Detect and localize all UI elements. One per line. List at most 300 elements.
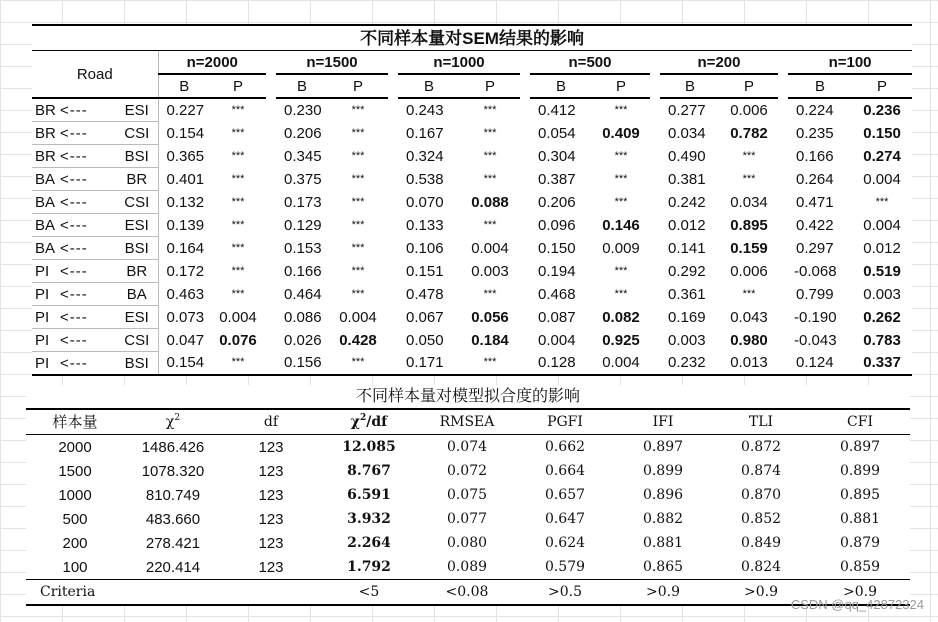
coef-b: 0.154 [158, 352, 210, 376]
coef-b: 0.156 [276, 352, 328, 376]
p-value: *** [351, 287, 365, 300]
path-arrow: <--- [60, 283, 116, 306]
criteria-empty [222, 580, 320, 606]
col-header-b: B [398, 74, 460, 98]
p-value: 0.004 [339, 308, 377, 326]
group-spacer [388, 168, 398, 191]
p-value: *** [351, 218, 365, 231]
group-spacer [266, 306, 276, 329]
cell-rmsea: 0.075 [418, 483, 516, 507]
p-value: *** [231, 287, 245, 300]
p-value: *** [614, 103, 628, 116]
cell-n: 200 [26, 531, 124, 555]
col-header-p: P [852, 74, 912, 98]
coef-b: 0.361 [668, 285, 706, 303]
p-value: *** [231, 103, 245, 116]
group-spacer [650, 98, 660, 122]
table1-title: 不同样本量对SEM结果的影响 [32, 25, 912, 51]
table-row [26, 459, 910, 483]
cell-tli: 0.874 [712, 459, 810, 483]
group-spacer [520, 329, 530, 352]
cell-ifi: 0.882 [614, 507, 712, 531]
group-spacer [520, 260, 530, 283]
p-value: *** [614, 264, 628, 277]
table-row [32, 191, 912, 214]
coef-b: 0.087 [538, 308, 576, 326]
p-value: *** [351, 195, 365, 208]
group-spacer [520, 306, 530, 329]
coef-b: 0.304 [538, 147, 576, 165]
group-spacer [266, 237, 276, 260]
header-rmsea: RMSEA [418, 409, 516, 435]
coef-b: 0.169 [668, 308, 706, 326]
coef-b: 0.133 [406, 216, 444, 234]
path-arrow: <--- [60, 306, 116, 329]
group-spacer [388, 306, 398, 329]
cell-ifi: 0.865 [614, 555, 712, 580]
group-spacer [778, 168, 788, 191]
group-spacer [650, 51, 660, 99]
group-spacer [266, 214, 276, 237]
header-sample-size: 样本量 [26, 409, 124, 435]
coef-b: 0.375 [284, 170, 322, 188]
p-value: 0.146 [602, 216, 640, 234]
p-value: 0.004 [219, 308, 257, 326]
coef-b: -0.190 [794, 308, 837, 326]
criteria-pgfi: >0.5 [516, 580, 614, 606]
table-row [32, 122, 912, 145]
p-value: 0.076 [219, 331, 257, 349]
cell-pgfi: 0.624 [516, 531, 614, 555]
path-predictor: CSI [116, 122, 158, 145]
group-spacer [388, 283, 398, 306]
header-chi-df: $\chi^2/df$ [320, 409, 418, 435]
p-value: 0.004 [863, 170, 901, 188]
table-row [26, 435, 910, 460]
group-spacer [520, 51, 530, 99]
col-header-p: P [328, 74, 388, 98]
cell-cfi: 0.881 [810, 507, 910, 531]
coef-b: 0.106 [406, 239, 444, 257]
model-fit-table [26, 385, 910, 606]
cell-n: 100 [26, 555, 124, 580]
coef-b: 0.478 [406, 285, 444, 303]
coef-b: 0.194 [538, 262, 576, 280]
group-spacer [388, 98, 398, 122]
cell-df: 123 [222, 483, 320, 507]
cell-chidf: 3.932 [320, 507, 418, 531]
cell-chidf: 1.792 [320, 555, 418, 580]
coef-b: 0.381 [668, 170, 706, 188]
group-spacer [388, 51, 398, 99]
header-ifi: IFI [614, 409, 712, 435]
criteria-row [26, 580, 910, 606]
coef-b: 0.166 [796, 147, 834, 165]
p-value: *** [351, 241, 365, 254]
p-value: 0.004 [863, 216, 901, 234]
group-spacer [778, 283, 788, 306]
path-predictor: BSI [116, 352, 158, 376]
group-spacer [520, 168, 530, 191]
path-arrow: <--- [60, 168, 116, 191]
col-header-p: P [592, 74, 650, 98]
group-spacer [778, 260, 788, 283]
table-row [32, 98, 912, 122]
coef-b: 0.151 [406, 262, 444, 280]
path-arrow: <--- [60, 214, 116, 237]
group-spacer [778, 306, 788, 329]
coef-b: 0.463 [166, 285, 205, 303]
p-value: *** [483, 103, 497, 116]
p-value: 0.004 [471, 239, 509, 257]
coef-b: 0.034 [668, 124, 706, 142]
cell-tli: 0.849 [712, 531, 810, 555]
cell-chidf: 6.591 [320, 483, 418, 507]
coef-b: 0.086 [284, 308, 322, 326]
header-cfi: CFI [810, 409, 910, 435]
header-df: df [222, 409, 320, 435]
coef-b: 0.345 [284, 147, 322, 165]
coef-b: 0.292 [668, 262, 706, 280]
path-outcome: PI [32, 352, 60, 376]
cell-rmsea: 0.077 [418, 507, 516, 531]
p-value: 0.925 [602, 331, 640, 349]
p-value: 0.782 [730, 124, 768, 142]
group-spacer [778, 122, 788, 145]
path-predictor: BSI [116, 145, 158, 168]
group-spacer [520, 237, 530, 260]
path-arrow: <--- [60, 191, 116, 214]
p-value: *** [742, 149, 756, 162]
path-outcome: PI [32, 260, 60, 283]
p-value: 0.082 [602, 308, 640, 326]
p-value: *** [614, 287, 628, 300]
p-value: 0.236 [863, 101, 901, 119]
col-header-b: B [158, 74, 210, 98]
criteria-chidf: <5 [320, 580, 418, 606]
criteria-cfi: >0.9 [810, 580, 910, 606]
coef-b: 0.232 [660, 352, 720, 376]
table-row [32, 352, 912, 376]
p-value: 0.428 [339, 331, 377, 349]
coef-b: 0.297 [796, 239, 834, 257]
group-spacer [778, 352, 788, 376]
coef-b: 0.132 [166, 193, 205, 211]
criteria-rmsea: <0.08 [418, 580, 516, 606]
header-tli: TLI [712, 409, 810, 435]
group-header: n=100 [788, 51, 912, 75]
path-outcome: BR [32, 145, 60, 168]
group-spacer [778, 191, 788, 214]
p-value: 0.980 [730, 331, 768, 349]
path-outcome: PI [32, 329, 60, 352]
group-spacer [520, 214, 530, 237]
table-row [32, 168, 912, 191]
cell-df: 123 [222, 531, 320, 555]
csdn-watermark: CSDN @qq_42872324 [790, 597, 924, 612]
p-value: *** [483, 126, 497, 139]
cell-pgfi: 0.579 [516, 555, 614, 580]
coef-b: 0.164 [166, 239, 205, 257]
p-value: 0.409 [602, 124, 640, 142]
p-value: 0.274 [863, 147, 901, 165]
cell-ifi: 0.899 [614, 459, 712, 483]
path-predictor: BSI [116, 237, 158, 260]
col-header-b: B [530, 74, 592, 98]
group-spacer [650, 329, 660, 352]
road-header: Road [32, 51, 158, 99]
p-value: *** [231, 241, 245, 254]
group-spacer [650, 122, 660, 145]
group-spacer [650, 168, 660, 191]
group-spacer [650, 260, 660, 283]
cell-chidf: 12.085 [320, 435, 418, 460]
coef-b: 0.154 [166, 124, 205, 142]
group-spacer [388, 237, 398, 260]
group-header: n=2000 [158, 51, 266, 75]
p-value: *** [351, 149, 365, 162]
col-header-b: B [276, 74, 328, 98]
group-spacer [650, 214, 660, 237]
table-row [32, 260, 912, 283]
coef-b: 0.230 [284, 101, 322, 119]
group-header: n=500 [530, 51, 650, 75]
cell-ifi: 0.897 [614, 435, 712, 460]
path-predictor: BR [116, 260, 158, 283]
coef-b: 0.172 [166, 262, 205, 280]
group-spacer [650, 283, 660, 306]
cell-chi: 220.414 [124, 555, 222, 580]
path-outcome: BA [32, 191, 60, 214]
table-row [26, 531, 910, 555]
path-predictor: ESI [116, 214, 158, 237]
cell-df: 123 [222, 555, 320, 580]
coef-b: 0.224 [796, 101, 834, 119]
cell-chi: 810.749 [124, 483, 222, 507]
criteria-tli: >0.9 [712, 580, 810, 606]
group-spacer [266, 122, 276, 145]
coef-b: 0.054 [538, 124, 576, 142]
p-value: *** [231, 172, 245, 185]
col-header-b: B [660, 74, 720, 98]
coef-b: 0.153 [284, 239, 322, 257]
p-value: *** [483, 149, 497, 162]
p-value: *** [351, 103, 365, 116]
group-spacer [778, 214, 788, 237]
cell-chi: 1078.320 [124, 459, 222, 483]
cell-n: 500 [26, 507, 124, 531]
group-spacer [650, 145, 660, 168]
p-value: *** [614, 172, 628, 185]
coef-b: 0.365 [166, 147, 205, 165]
table-row [32, 329, 912, 352]
coef-b: 0.026 [284, 331, 322, 349]
coef-b: 0.124 [788, 352, 852, 376]
group-spacer [778, 237, 788, 260]
group-spacer [520, 122, 530, 145]
coef-b: 0.412 [538, 101, 576, 119]
p-value: *** [328, 352, 388, 376]
group-spacer [266, 260, 276, 283]
coef-b: 0.243 [406, 101, 444, 119]
table-row [26, 507, 910, 531]
group-spacer [650, 306, 660, 329]
cell-rmsea: 0.072 [418, 459, 516, 483]
p-value: *** [231, 264, 245, 277]
group-spacer [388, 260, 398, 283]
cell-cfi: 0.897 [810, 435, 910, 460]
cell-df: 123 [222, 459, 320, 483]
p-value: 0.004 [592, 352, 650, 376]
p-value: 0.006 [730, 101, 768, 119]
group-spacer [388, 329, 398, 352]
col-header-p: P [460, 74, 520, 98]
table-row [32, 214, 912, 237]
group-spacer [266, 191, 276, 214]
cell-pgfi: 0.657 [516, 483, 614, 507]
path-predictor: BR [116, 168, 158, 191]
group-spacer [520, 98, 530, 122]
p-value: *** [483, 287, 497, 300]
coef-b: -0.043 [794, 331, 837, 349]
group-spacer [266, 329, 276, 352]
path-arrow: <--- [60, 260, 116, 283]
p-value: *** [483, 218, 497, 231]
coef-b: 0.139 [166, 216, 205, 234]
group-spacer [520, 191, 530, 214]
cell-chi: 483.660 [124, 507, 222, 531]
p-value: 0.262 [863, 308, 901, 326]
coef-b: 0.047 [166, 331, 205, 349]
path-arrow: <--- [60, 329, 116, 352]
coef-b: 0.401 [166, 170, 205, 188]
path-outcome: BR [32, 98, 60, 122]
coef-b: 0.471 [796, 193, 834, 211]
cell-rmsea: 0.074 [418, 435, 516, 460]
path-outcome: BA [32, 237, 60, 260]
cell-cfi: 0.895 [810, 483, 910, 507]
coef-b: 0.073 [166, 308, 205, 326]
coef-b: 0.468 [538, 285, 576, 303]
group-spacer [388, 214, 398, 237]
group-spacer [650, 352, 660, 376]
criteria-empty [124, 580, 222, 606]
p-value: 0.006 [730, 262, 768, 280]
group-spacer [266, 352, 276, 376]
p-value: 0.013 [720, 352, 778, 376]
coef-b: 0.012 [668, 216, 706, 234]
p-value: 0.012 [863, 239, 901, 257]
cell-chidf: 2.264 [320, 531, 418, 555]
coef-b: 0.206 [538, 193, 576, 211]
group-spacer [650, 191, 660, 214]
cell-chi: 1486.426 [124, 435, 222, 460]
table-row [32, 283, 912, 306]
coef-b: 0.242 [668, 193, 706, 211]
p-value: *** [231, 218, 245, 231]
cell-tli: 0.872 [712, 435, 810, 460]
coef-b: 0.324 [406, 147, 444, 165]
col-header-b: B [788, 74, 852, 98]
p-value: 0.150 [863, 124, 901, 142]
path-arrow: <--- [60, 98, 116, 122]
p-value: 0.003 [471, 262, 509, 280]
p-value: *** [742, 287, 756, 300]
p-value: 0.159 [730, 239, 768, 257]
path-arrow: <--- [60, 352, 116, 376]
p-value: *** [351, 172, 365, 185]
p-value: *** [231, 126, 245, 139]
group-spacer [266, 283, 276, 306]
group-spacer [266, 168, 276, 191]
cell-cfi: 0.899 [810, 459, 910, 483]
table2-title: 不同样本量对模型拟合度的影响 [26, 385, 910, 409]
cell-cfi: 0.859 [810, 555, 910, 580]
table-row [32, 237, 912, 260]
cell-rmsea: 0.080 [418, 531, 516, 555]
group-spacer [778, 51, 788, 99]
path-outcome: PI [32, 283, 60, 306]
group-spacer [778, 329, 788, 352]
coef-b: 0.264 [796, 170, 834, 188]
cell-ifi: 0.881 [614, 531, 712, 555]
cell-n: 2000 [26, 435, 124, 460]
group-spacer [266, 98, 276, 122]
path-outcome: BA [32, 214, 60, 237]
group-spacer [520, 283, 530, 306]
group-spacer [388, 145, 398, 168]
p-value: *** [614, 149, 628, 162]
p-value: *** [875, 195, 889, 208]
group-spacer [266, 145, 276, 168]
group-spacer [650, 237, 660, 260]
p-value: 0.895 [730, 216, 768, 234]
group-spacer [266, 51, 276, 99]
coef-b: 0.538 [406, 170, 444, 188]
coef-b: 0.235 [796, 124, 834, 142]
cell-ifi: 0.896 [614, 483, 712, 507]
sem-results-table [32, 24, 912, 376]
cell-pgfi: 0.662 [516, 435, 614, 460]
coef-b: 0.129 [284, 216, 322, 234]
coef-b: 0.227 [166, 101, 205, 119]
path-outcome: BR [32, 122, 60, 145]
table-row [32, 145, 912, 168]
header-pgfi: PGFI [516, 409, 614, 435]
coef-b: 0.171 [398, 352, 460, 376]
path-predictor: BA [116, 283, 158, 306]
p-value: 0.009 [602, 239, 640, 257]
coef-b: 0.167 [406, 124, 444, 142]
p-value: 0.519 [863, 262, 901, 280]
group-spacer [520, 352, 530, 376]
p-value: 0.003 [863, 285, 901, 303]
cell-tli: 0.824 [712, 555, 810, 580]
cell-chi: 278.421 [124, 531, 222, 555]
coef-b: 0.173 [284, 193, 322, 211]
col-header-p: P [210, 74, 266, 98]
p-value: 0.043 [730, 308, 768, 326]
path-arrow: <--- [60, 122, 116, 145]
coef-b: 0.490 [668, 147, 706, 165]
coef-b: 0.277 [668, 101, 706, 119]
cell-tli: 0.852 [712, 507, 810, 531]
path-outcome: BA [32, 168, 60, 191]
criteria-label: Criteria [26, 580, 124, 606]
group-header: n=1500 [276, 51, 388, 75]
coef-b: 0.004 [538, 331, 576, 349]
path-predictor: ESI [116, 306, 158, 329]
